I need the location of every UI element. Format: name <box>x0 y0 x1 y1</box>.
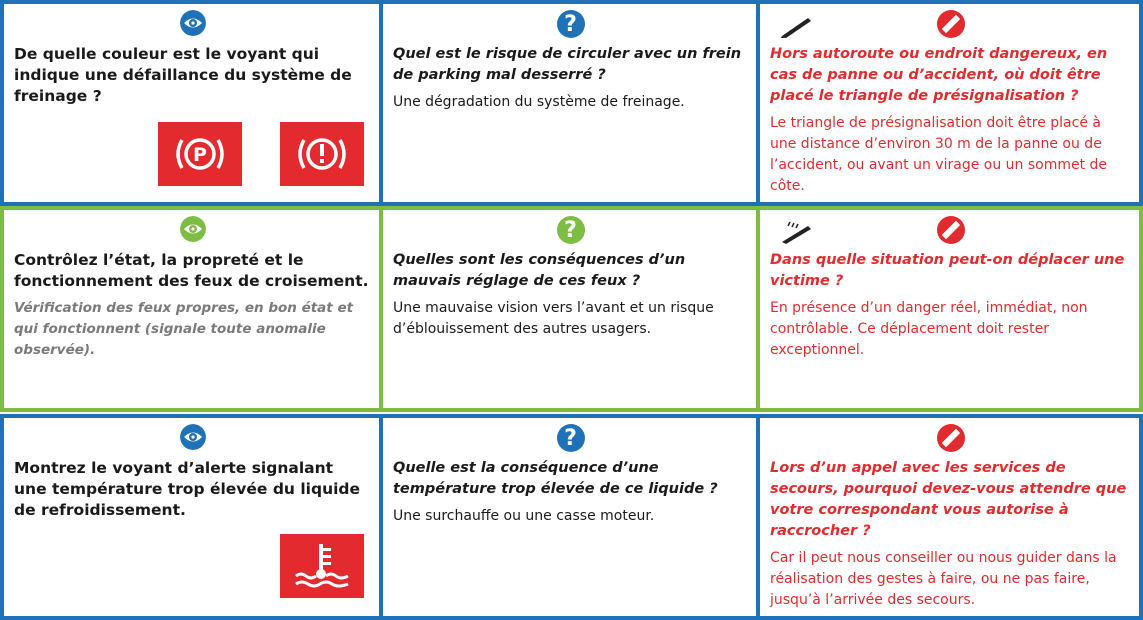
eye-icon <box>180 10 206 36</box>
question-icon: ? <box>557 216 585 244</box>
question-text: Quelles sont les conséquences d’un mauvais réglage de ces feux ? <box>393 252 686 289</box>
no-entry-icon <box>937 424 965 452</box>
safety-question: Hors autoroute ou endroit dangereux, en cas de panne ou d’accident, où doit être placé le triangle de présignalisation ? <box>770 46 1108 104</box>
answer-text: Une dégradation du système de freinage. <box>393 94 685 110</box>
safety-answer: Le triangle de présignalisation doit être placé à une distance d’environ 30 m de la panne ou de l’accident, ou avant un virage ou un sommet de côte. <box>770 115 1108 194</box>
pen-icon <box>780 14 812 38</box>
svg-text:P: P <box>193 144 207 166</box>
coolant-temperature-warning-light <box>280 534 364 598</box>
brake-warning-icon <box>294 134 350 174</box>
card-row-3 <box>0 414 1143 620</box>
question-text: Quelle est la conséquence d’une température trop élevée de ce liquide ? <box>393 460 718 497</box>
check-question: Montrez le voyant d’alerte signalant une température trop élevée du liquide de refroidissement. <box>14 459 361 519</box>
coolant-temperature-icon <box>290 540 354 592</box>
no-entry-icon <box>937 216 965 244</box>
safety-cell <box>756 4 1139 202</box>
answer-text: Une mauvaise vision vers l’avant et un risque d’éblouissement des autres usagers. <box>393 300 714 337</box>
safety-cell <box>756 418 1139 616</box>
safety-cell <box>756 210 1139 408</box>
pen-icon <box>780 220 812 244</box>
parking-brake-warning-light <box>158 122 242 186</box>
card-row-1 <box>0 0 1143 206</box>
question-text: Quel est le risque de circuler avec un frein de parking mal desserré ? <box>393 46 742 83</box>
check-question: De quelle couleur est le voyant qui indique une défaillance du système de freinage ? <box>14 45 352 105</box>
safety-answer: En présence d’un danger réel, immédiat, non contrôlable. Ce déplacement doit rester exceptionnel. <box>770 300 1088 358</box>
check-answer: Vérification des feux propres, en bon état et qui fonctionnent (signale toute anomalie observée). <box>14 300 354 358</box>
safety-question: Dans quelle situation peut-on déplacer une victime ? <box>770 252 1125 289</box>
question-cell <box>379 210 756 408</box>
check-question: Contrôlez l’état, la propreté et le fonctionnement des feux de croisement. <box>14 251 369 290</box>
question-icon: ? <box>557 424 585 452</box>
eye-icon <box>180 216 206 242</box>
safety-answer: Car il peut nous conseiller ou nous guider dans la réalisation des gestes à faire, ou ne pas faire, jusqu’à l’arrivée des secours. <box>770 550 1117 608</box>
check-cell <box>4 418 379 616</box>
no-entry-icon <box>937 10 965 38</box>
eye-icon <box>180 424 206 450</box>
question-cell <box>379 4 756 202</box>
parking-brake-icon <box>172 134 228 174</box>
safety-question: Lors d’un appel avec les services de secours, pourquoi devez-vous attendre que votre correspondant vous autorise à raccrocher ? <box>770 460 1127 539</box>
answer-text: Une surchauffe ou une casse moteur. <box>393 508 655 524</box>
check-cell <box>4 4 379 202</box>
brake-failure-warning-light <box>280 122 364 186</box>
question-cell <box>379 418 756 616</box>
question-icon: ? <box>557 10 585 38</box>
check-cell <box>4 210 379 408</box>
card-row-2 <box>0 206 1143 412</box>
